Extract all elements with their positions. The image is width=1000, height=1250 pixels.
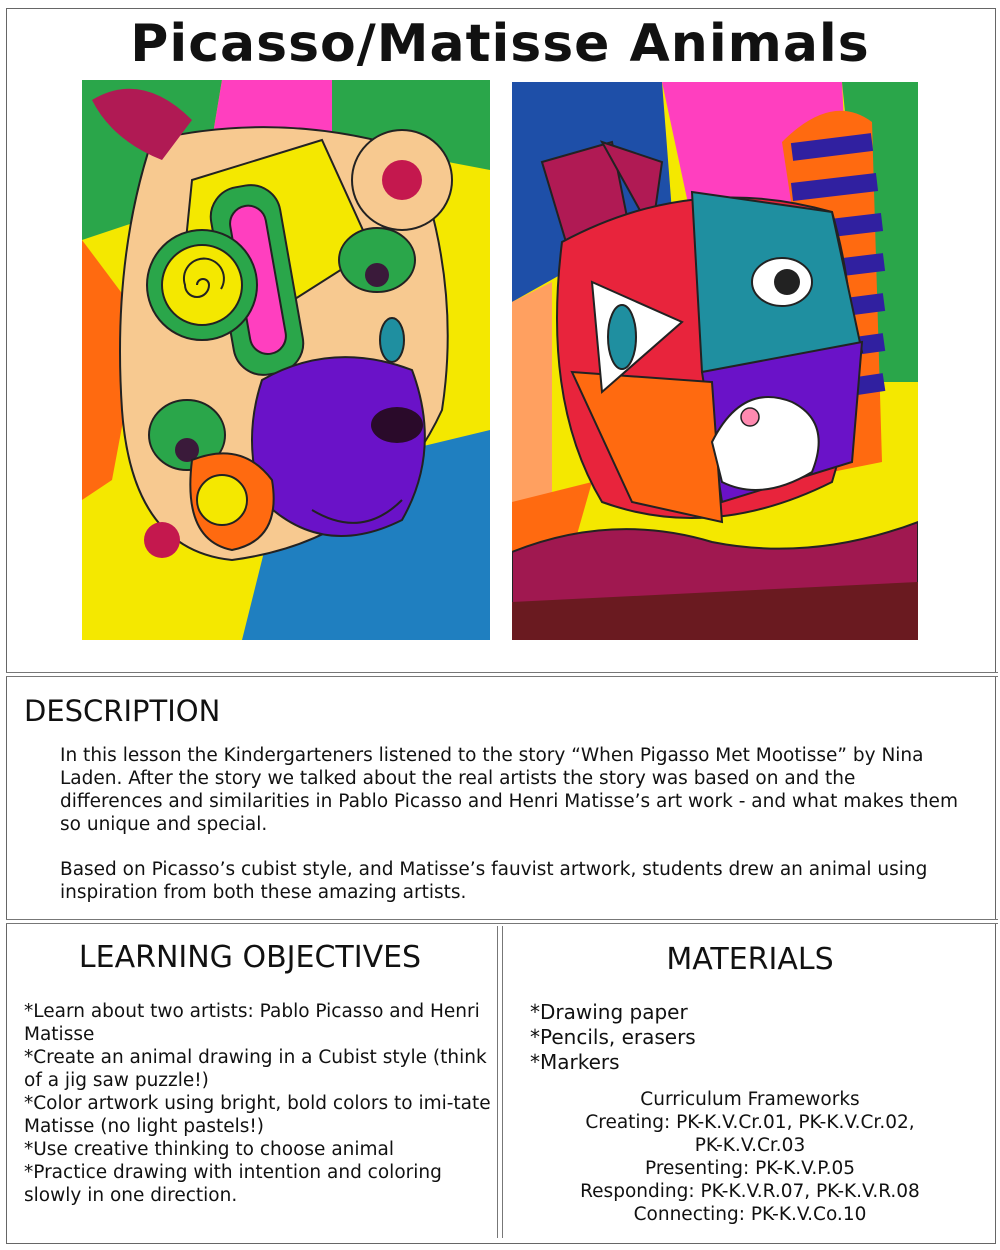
list-item: *Pencils, erasers [530, 1025, 696, 1049]
description-paragraph-1: In this lesson the Kindergarteners listened to the story “When Pigasso Met Mootisse” by Nina Laden. After the story we talked about the real artists the story was based on and the differences and similarities in Pablo Picasso and Henri Matisse’s art work - and what makes them so unique and special. [60, 745, 958, 835]
cat-artwork [512, 82, 918, 640]
list-item: *Color artwork using bright, bold colors to imi-tate Matisse (no light pastels!) [24, 1093, 491, 1137]
description-heading: DESCRIPTION [24, 694, 221, 728]
curriculum-line: Connecting: PK-K.V.Co.10 [633, 1204, 867, 1225]
materials-heading: MATERIALS [666, 942, 834, 977]
description-paragraph-2: Based on Picasso’s cubist style, and Matisse’s fauvist artwork, students drew an animal using inspiration from both these amazing artists. [60, 859, 928, 903]
learning-objectives-list [24, 1000, 494, 1207]
list-item: *Drawing paper [530, 1000, 688, 1024]
bear-artwork [82, 80, 490, 640]
learning-objectives-heading: LEARNING OBJECTIVES [78, 940, 422, 975]
section-divider [6, 919, 998, 924]
curriculum-line: Responding: PK-K.V.R.07, PK-K.V.R.08 [580, 1181, 920, 1202]
list-item: *Practice drawing with intention and coloring slowly in one direction. [24, 1162, 442, 1206]
curriculum-line: Creating: PK-K.V.Cr.01, PK-K.V.Cr.02, [585, 1112, 915, 1133]
curriculum-frameworks [510, 1088, 990, 1226]
materials-list [530, 1000, 970, 1075]
list-item: *Markers [530, 1050, 620, 1074]
list-item: *Learn about two artists: Pablo Picasso and Henri Matisse [24, 1001, 480, 1045]
column-divider [497, 926, 503, 1238]
list-item: *Use creative thinking to choose animal [24, 1139, 395, 1160]
curriculum-line: Presenting: PK-K.V.P.05 [644, 1158, 855, 1179]
section-divider [6, 672, 998, 677]
page-title: Picasso/Matisse Animals [130, 14, 870, 74]
curriculum-line: PK-K.V.Cr.03 [694, 1135, 806, 1156]
list-item: *Create an animal drawing in a Cubist style (think of a jig saw puzzle!) [24, 1047, 487, 1091]
curriculum-heading: Curriculum Frameworks [640, 1089, 860, 1110]
